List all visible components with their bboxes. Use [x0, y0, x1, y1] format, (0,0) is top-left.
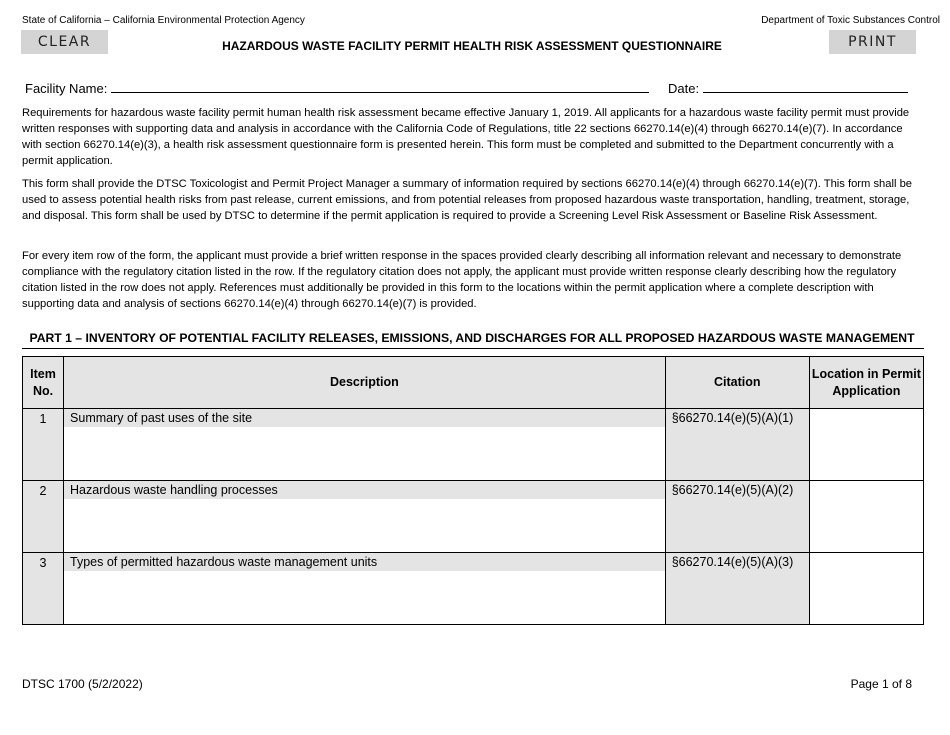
location-field[interactable]: [809, 409, 923, 481]
description-label: Summary of past uses of the site: [64, 409, 665, 427]
description-response-field[interactable]: [64, 427, 665, 479]
table-header-row: [23, 357, 924, 409]
item-number: 3: [23, 553, 64, 625]
date-field[interactable]: [703, 80, 908, 93]
location-field[interactable]: [809, 553, 923, 625]
table-row: [23, 409, 924, 481]
part1-divider: [22, 348, 924, 349]
date-row: [668, 80, 908, 96]
intro-paragraph-1: Requirements for hazardous waste facility permit human health risk assessment became effective January 1, 2019. All applicants for a hazardous waste facility permit must provide written responses with supporting data and analysis in accordance with the California Code of Regulations, title 22 sections 66270.14(e)(4) through 66270.14(e)(7). In accordance with section 66270.14(e)(3), a health risk assessment questionnaire form is presented herein. This form must be completed and submitted to the Department concurrently with a permit application.: [22, 107, 910, 167]
facility-name-label: Facility Name:: [25, 81, 108, 96]
header-location: Location in Permit Application: [809, 357, 923, 409]
location-field[interactable]: [809, 481, 923, 553]
item-number: 2: [23, 481, 64, 553]
inventory-table: [22, 356, 924, 625]
description-label: Hazardous waste handling processes: [64, 481, 665, 499]
table-row: [23, 553, 924, 625]
item-number: 1: [23, 409, 64, 481]
part1-title: PART 1 – INVENTORY OF POTENTIAL FACILITY RELEASES, EMISSIONS, AND DISCHARGES FOR ALL PROPOSED HAZARDOUS WASTE MANAGEMENT: [29, 331, 915, 345]
description-response-field[interactable]: [64, 499, 665, 551]
description-cell: [64, 409, 666, 481]
clear-button[interactable]: CLEAR: [21, 30, 108, 54]
table-row: [23, 481, 924, 553]
intro-paragraph-2: This form shall provide the DTSC Toxicologist and Permit Project Manager a summary of information required by sections 66270.14(e)(4) through 66270.14(e)(7). This form shall be used to assess potential health risks from past release, current emissions, and from potential releases from proposed hazardous waste transportation, handling, treatment, storage, and disposal. This form shall be used by DTSC to determine if the permit application is required to provide a Screening Level Risk Assessment or Baseline Risk Assessment.: [22, 178, 913, 222]
header-description: Description: [64, 357, 666, 409]
citation: §66270.14(e)(5)(A)(3): [665, 553, 809, 625]
description-label: Types of permitted hazardous waste management units: [64, 553, 665, 571]
description-response-field[interactable]: [64, 571, 665, 623]
header-citation: Citation: [665, 357, 809, 409]
date-label: Date:: [668, 81, 700, 96]
facility-name-row: [25, 80, 649, 96]
agency-name: State of California – California Environmental Protection Agency: [22, 15, 305, 26]
header-item-no: Item No.: [23, 357, 64, 409]
citation: §66270.14(e)(5)(A)(2): [665, 481, 809, 553]
description-cell: [64, 481, 666, 553]
description-cell: [64, 553, 666, 625]
intro-paragraph-3: For every item row of the form, the applicant must provide a brief written response in the spaces provided clearly describing all information relevant and necessary to demonstrate compliance with the regulatory citation listed in the row. If the regulatory citation does not apply, the applicant must provide written response clearly describing how the regulatory citation listed in the row does not apply. References must additionally be provided in this form to the locations within the permit application where a complete description with supporting data and analysis of sections 66270.14(e)(4) through 66270.14(e)(7) is provided.: [22, 250, 902, 310]
print-button[interactable]: PRINT: [829, 30, 916, 54]
form-title: HAZARDOUS WASTE FACILITY PERMIT HEALTH RISK ASSESSMENT QUESTIONNAIRE: [222, 39, 722, 53]
department-name: Department of Toxic Substances Control: [761, 15, 940, 26]
form-id: DTSC 1700 (5/2/2022): [22, 677, 143, 691]
page-number: Page 1 of 8: [850, 677, 912, 691]
facility-name-field[interactable]: [111, 80, 649, 93]
citation: §66270.14(e)(5)(A)(1): [665, 409, 809, 481]
